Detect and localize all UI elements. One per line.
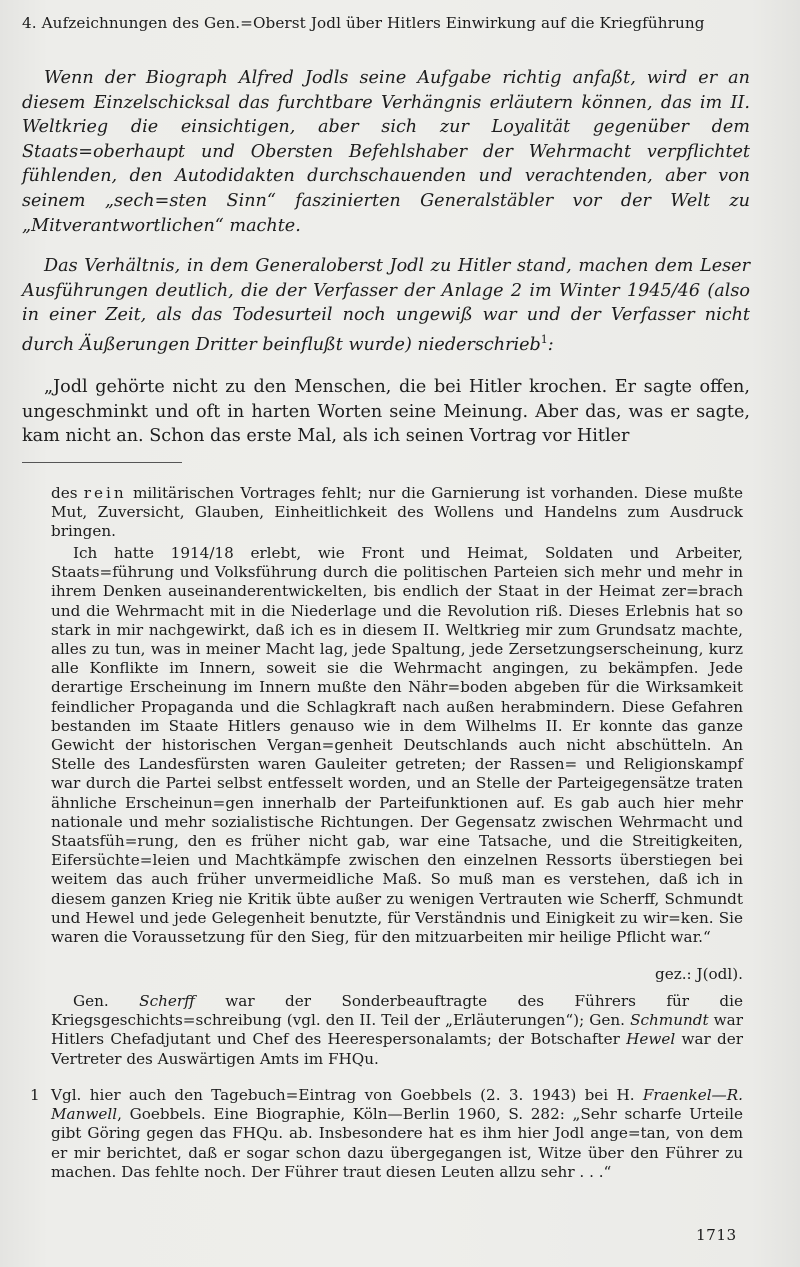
- page-number: 1713: [696, 1226, 737, 1244]
- note-divider: [22, 462, 182, 463]
- running-head: 4. Aufzeichnungen des Gen.=Oberst Jodl über Hitlers Einwirkung auf die Kriegführung: [22, 14, 705, 32]
- note-paragraph-3: [51, 992, 743, 1069]
- jodl-quote: „Jodl gehörte nicht zu den Menschen, die bei Hitler krochen. Er sagte offen, ungeschminkt und oft in harten Worten seine Meinung. Aber das, was er sagte, kam nicht an. Schon das erste Mal, als ich seinen Vortrag vor Hitler: [22, 377, 750, 447]
- name-scherff: Scherff: [139, 992, 195, 1010]
- note-continuation-start: des: [51, 484, 84, 502]
- note-continuation: [51, 484, 743, 542]
- footnote-reference[interactable]: 1: [540, 332, 548, 346]
- gen-label: Gen.: [73, 992, 140, 1010]
- name-hewel: Hewel: [626, 1030, 676, 1049]
- hewel-text: war der Vertreter des Auswärtigen Amts im FHQu.: [51, 1030, 743, 1068]
- footnote-rest: , Goebbels. Eine Biographie, Köln—Berlin 1960, S. 282: „Sehr scharfe Urteile gibt Göring gegen das FHQu. ab. Insbesondere hat es ihm hier Jodl ange=tan, von dem er mir berichtet, daß er sogar schon dazu übergegangen ist, Witze über den Führer zu machen. Das fehlte noch. Der Führer traut diesen Leuten allzu sehr . . .“: [51, 1105, 743, 1181]
- footnote-authors: Fraenkel—R. Manwell: [51, 1086, 743, 1124]
- footnote-start: Vgl. hier auch den Tagebuch=Eintrag von Goebbels (2. 3. 1943) bei H.: [51, 1086, 643, 1104]
- note-continuation-rest: militärischen Vortrages fehlt; nur die Garnierung ist vorhanden. Diese mußte Mut, Zuversicht, Glauben, Einheitlichkeit des Wollens und Handelns zum Ausdruck bringen.: [51, 484, 743, 541]
- scherff-text: war der Sonderbeauftragte des Führers für die Kriegsgeschichts=schreibung (vgl. den II. Teil der „Erläuterungen“); Gen.: [51, 992, 743, 1030]
- note-spaced-word: rein: [83, 484, 127, 502]
- name-schmundt: Schmundt: [630, 1011, 709, 1030]
- intro-paragraph-1: Wenn der Biograph Alfred Jodls seine Aufgabe richtig anfaßt, wird er an diesem Einzelschicksal das furchtbare Verhängnis erläutern können, das im II. Weltkrieg die einsichtigen, aber sich zur Loyalität gegenüber dem Staats=oberhaupt und Obersten Befehlshaber der Wehrmacht verpflichtet fühlenden, den Autodidakten durchschauenden und verachtenden, aber von seinem „sech=sten Sinn“ faszinierten Generalstäbler vor der Welt zu „Mitverantwortlichen“ machte.: [22, 68, 750, 236]
- schmundt-text: war Hitlers Chefadjutant und Chef des Heerespersonalamts; der Botschafter: [51, 1011, 743, 1049]
- intro-paragraph-2-text: Das Verhältnis, in dem Generaloberst Jodl zu Hitler stand, machen dem Leser Ausführungen deutlich, die der Verfasser der Anlage 2 im Winter 1945/46 (also in einer Zeit, als das Todesurteil noch ungewiß war und der Verfasser nicht durch Äußerungen Dritter beinflußt wurde) niederschrieb: [22, 256, 750, 355]
- intro-paragraph-2-end: :: [547, 334, 554, 355]
- footnote-number: 1: [30, 1086, 40, 1104]
- signature: gez.: J(odl).: [655, 965, 743, 983]
- intro-paragraph-2: [22, 254, 750, 357]
- footnote-text: [51, 1086, 743, 1182]
- note-paragraph-2: Ich hatte 1914/18 erlebt, wie Front und Heimat, Soldaten und Arbeiter, Staats=führung und Volksführung durch die politischen Parteien sich mehr und mehr in ihrem Denken auseinanderentwickelten, bis endlich der Staat in der Heimat zer=brach und die Wehrmacht mit in die Niederlage und die Revolution riß. Dieses Erlebnis hat so stark in mir nachgewirkt, daß ich es in diesem II. Weltkrieg mir zum Grundsatz machte, alles zu tun, was in meiner Macht lag, jede Spaltung, jede Zersetzungserscheinung, kurz alle Konflikte im Innern, soweit sie die Wehrmacht angingen, zu bekämpfen. Jede derartige Erscheinung im Innern mußte den Nähr=boden abgeben für die Wirksamkeit feindlicher Propaganda und die Schlagkraft nach außen herabmindern. Diese Gefahren bestanden im Staate Hitlers genauso wie in dem Wilhelms II. Er konnte das ganze Gewicht der historischen Vergan=genheit Deutschlands auch nicht abschütteln. An Stelle des Landesfürsten waren Gauleiter getreten; der Rassen= und Religionskampf war durch die Partei selbst entfesselt worden, und an Stelle der Parteigegensätze traten ähnliche Erscheinun=gen innerhalb der Parteifunktionen auf. Es gab auch hier mehr nationale und mehr sozialistische Richtungen. Der Gegensatz zwischen Wehrmacht und Staatsfüh=rung, den es früher nicht gab, war eine Tatsache, und die Streitigkeiten, Eifersüchte=leien und Machtkämpfe zwischen den einzelnen Ressorts überstiegen bei weitem das auch früher unvermeidliche Maß. So muß man es verstehen, daß ich in diesem ganzen Krieg nie Kritik übte außer zu wenigen Vertrauten wie Scherff, Schmundt und Hewel und jede Gelegenheit benutzte, für Verständnis und Einigkeit zu wir=ken. Sie waren die Voraussetzung für den Sieg, für den mitzuarbeiten mir heilige Pflicht war.“: [51, 544, 743, 947]
